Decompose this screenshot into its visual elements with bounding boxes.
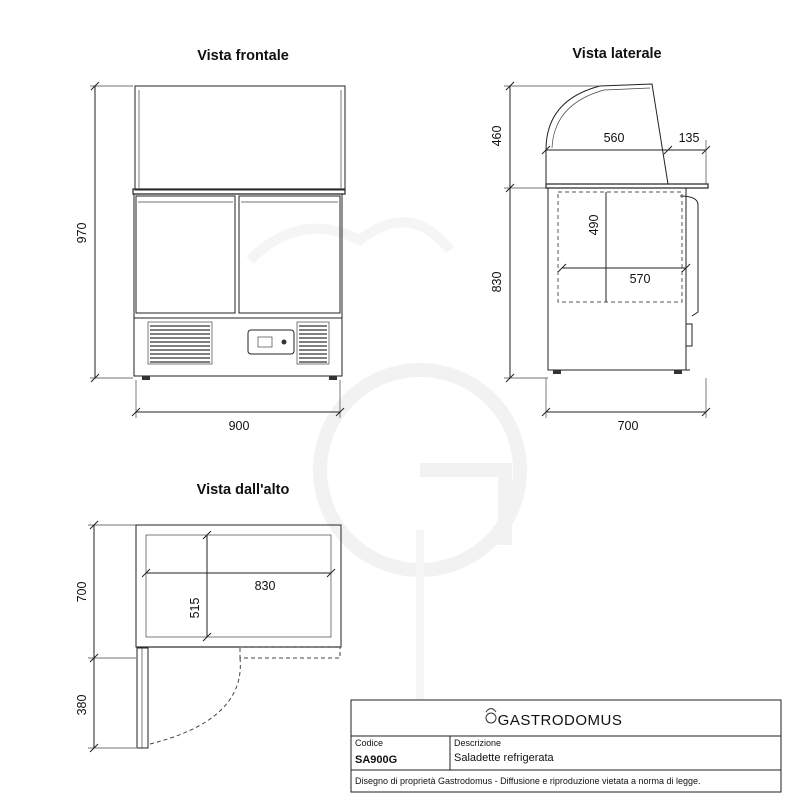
front-grille-left: [148, 322, 212, 364]
top-view-title: Vista dall'alto: [196, 482, 290, 498]
front-view-title: Vista frontale: [197, 48, 289, 64]
side-total-depth-label: 700: [617, 419, 639, 433]
description-label: Descrizione: [454, 738, 502, 748]
side-top-height-label: 460: [490, 125, 504, 147]
top-inner-depth-label: 515: [188, 597, 202, 619]
side-body-height-label: 830: [490, 271, 504, 293]
side-overhang-label: 135: [678, 131, 700, 145]
front-height-label: 970: [75, 222, 89, 244]
side-inner-height-label: 490: [587, 214, 601, 236]
side-view-title: Vista laterale: [572, 46, 662, 62]
code-value: SA900G: [355, 754, 398, 766]
top-depth-label: 700: [75, 581, 89, 603]
title-block: [351, 700, 781, 792]
description-value: Saladette refrigerata: [454, 752, 554, 764]
watermark-logo: [250, 222, 520, 700]
control-panel: [248, 330, 294, 354]
front-view: [75, 48, 345, 433]
side-view: [490, 46, 710, 433]
top-inner-width-label: 830: [254, 579, 276, 593]
code-label: Codice: [355, 738, 384, 748]
top-door-label: 380: [75, 694, 89, 716]
title-block-footer: Disegno di proprietà Gastrodomus - Diffusione e riproduzione vietata a norma di legge.: [355, 776, 701, 786]
front-grille-right: [297, 322, 329, 364]
side-top-depth-label: 560: [603, 131, 625, 145]
side-inner-depth-label: 570: [629, 272, 651, 286]
front-width-label: 900: [228, 419, 250, 433]
top-view: [75, 482, 341, 752]
brand-name: GASTRODOMUS: [497, 712, 623, 729]
